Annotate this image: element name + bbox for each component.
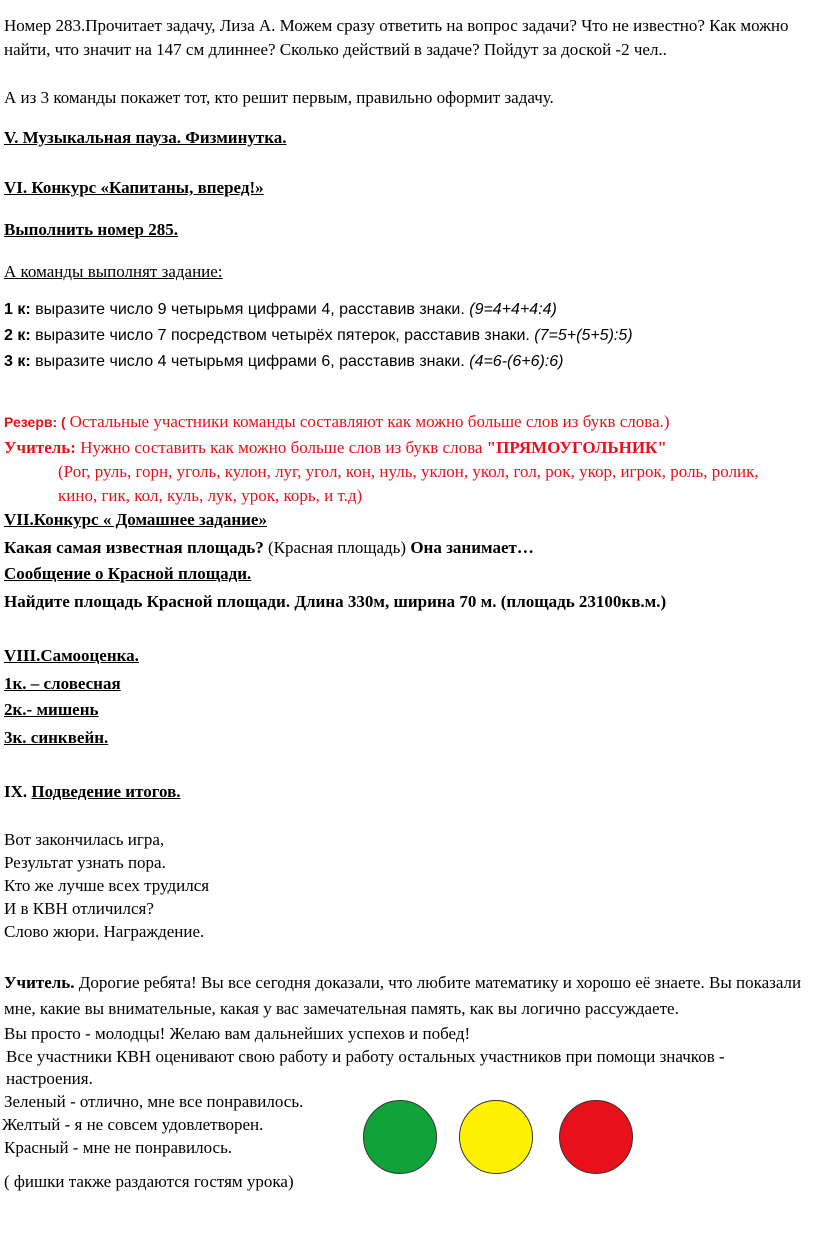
teacher-instruction	[4, 436, 810, 460]
self-assessment-2: 2к.- мишень	[4, 700, 99, 719]
word-list: (Рог, руль, горн, уголь, кулон, луг, угол, кон, нуль, уклон, укол, гол, рок, укор, игрок, роль, ролик, кино, гик, кол, куль, лук, урок, корь, и т.д)	[58, 462, 759, 505]
question-tail: Она занимает…	[410, 538, 534, 557]
heading-section-6: VI. Конкурс «Капитаны, вперед!»	[4, 178, 264, 197]
report-red-square: Сообщение о Красной площади.	[4, 564, 252, 583]
question-square	[4, 536, 810, 560]
red-meaning: Красный - мне не понравилось.	[4, 1138, 233, 1157]
poem-line-3: Кто же лучше всех трудился	[4, 876, 210, 895]
team-3-task	[4, 350, 810, 374]
green-meaning: Зеленый - отлично, мне все понравилось.	[4, 1092, 304, 1111]
task-number: Выполнить номер 285.	[4, 220, 178, 239]
section-9-title: Подведение итогов.	[31, 782, 181, 801]
area-task: Найдите площадь Красной площади. Длина 330м, ширина 70 м. (площадь 23100кв.м.)	[4, 592, 667, 611]
team-2-task	[4, 324, 810, 348]
team-1-answer: (9=4+4+4:4)	[469, 301, 557, 318]
self-assessment-1: 1к. – словесная	[4, 674, 121, 693]
green-circle	[363, 1100, 437, 1174]
teacher-closing-label: Учитель.	[4, 973, 75, 992]
red-circle	[559, 1100, 633, 1174]
heading-section-7: VII.Конкурс « Домашнее задание»	[4, 510, 267, 529]
yellow-meaning: Желтый - я не совсем удовлетворен.	[2, 1115, 264, 1134]
poem-line-1: Вот закончилась игра,	[4, 830, 165, 849]
team-3-answer: (4=6-(6+6):6)	[469, 353, 564, 370]
team-3-text: выразите число 4 четырьмя цифрами 6, расставив знаки.	[30, 353, 470, 370]
heading-section-9	[4, 780, 810, 804]
heading-section-8: VIII.Самооценка.	[4, 646, 139, 665]
teacher-text: Нужно составить как можно больше слов из букв слова	[75, 438, 487, 457]
paragraph-task-283: Номер 283.Прочитает задачу, Лиза А. Можем сразу ответить на вопрос задачи? Что не известно? Как можно найти, что значит на 147 см длиннее? Сколько действий в задаче? Пойдут за доской -2 чел..	[4, 16, 789, 59]
team-3-label: 3 к:	[4, 353, 31, 370]
reserve-label: Резерв: (	[4, 414, 70, 430]
reserve-text: Остальные участники команды составляют как можно больше слов из букв слова.)	[69, 412, 670, 431]
yellow-circle	[459, 1100, 533, 1174]
teacher-closing	[4, 970, 810, 1022]
team-2-answer: (7=5+(5+5):5)	[534, 327, 633, 344]
key-word: "ПРЯМОУГОЛЬНИК"	[486, 438, 667, 457]
teacher-label: Учитель:	[4, 438, 76, 457]
evaluation-text: Все участники КВН оценивают свою работу и работу остальных участников при помощи значков - настроения.	[6, 1047, 725, 1088]
question-text: Какая самая известная площадь?	[4, 538, 264, 557]
teacher-closing-text: Дорогие ребята! Вы все сегодня доказали, что любите математику и хорошо её знаете. Вы показали мне, какие вы внимательные, какая у вас замечательная память, как вы логично рассуждаете.	[4, 973, 802, 1018]
heading-section-5: V. Музыкальная пауза. Физминутка.	[4, 128, 287, 147]
teacher-wishes: Вы просто - молодцы! Желаю вам дальнейших успехов и побед!	[4, 1024, 471, 1043]
self-assessment-3: 3к. синквейн.	[4, 728, 109, 747]
paragraph-team-3: А из 3 команды покажет тот, кто решит первым, правильно оформит задачу.	[4, 88, 554, 107]
team-2-text: выразите число 7 посредством четырёх пятерок, расставив знаки.	[30, 327, 535, 344]
team-1-task	[4, 298, 810, 322]
section-9-number: IX.	[4, 782, 28, 801]
teams-instruction: А команды выполнят задание:	[4, 262, 223, 281]
team-1-text: выразите число 9 четырьмя цифрами 4, расставив знаки.	[30, 301, 470, 318]
poem-line-4: И в КВН отличился?	[4, 899, 154, 918]
reserve-line	[4, 410, 810, 434]
team-1-label: 1 к:	[4, 301, 31, 318]
question-answer: (Красная площадь)	[263, 538, 411, 557]
poem-line-5: Слово жюри. Награждение.	[4, 922, 205, 941]
poem-line-2: Результат узнать пора.	[4, 853, 166, 872]
chips-note: ( фишки также раздаются гостям урока)	[4, 1172, 294, 1191]
team-2-label: 2 к:	[4, 327, 31, 344]
